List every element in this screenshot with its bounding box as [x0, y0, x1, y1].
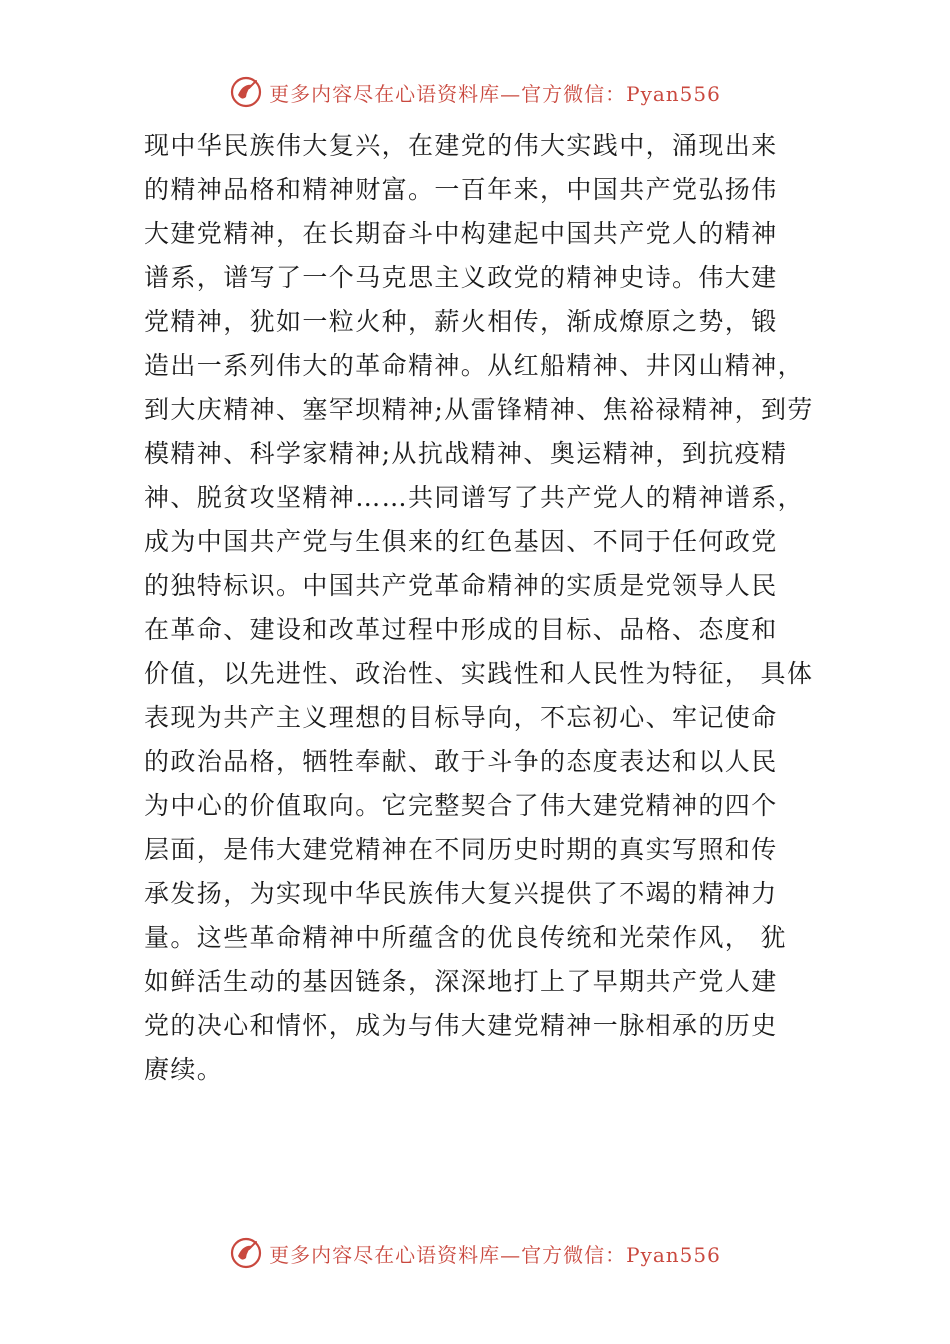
- text-line: 表现为共产主义理想的目标导向，不忘初心、牢记使命: [144, 703, 778, 732]
- text-line: 层面，是伟大建党精神在不同历史时期的真实写照和传: [144, 835, 778, 864]
- text-line: 为中心的价值取向。它完整契合了伟大建党精神的四个: [144, 791, 778, 820]
- text-line: 党精神，犹如一粒火种，薪火相传，渐成燎原之势，锻: [144, 307, 778, 336]
- text-line: 赓续。: [144, 1055, 224, 1084]
- header-banner-text: 更多内容尽在心语资料库—官方微信：Pyan556: [269, 81, 721, 106]
- text-line: 党的决心和情怀，成为与伟大建党精神一脉相承的历史: [144, 1011, 778, 1040]
- text-line: 谱系，谱写了一个马克思主义政党的精神史诗。伟大建: [144, 263, 778, 292]
- footer-banner: [0, 1231, 950, 1275]
- brand-logo-icon: [229, 75, 263, 109]
- text-line: 的政治品格，牺牲奉献、敢于斗争的态度表达和以人民: [144, 747, 778, 776]
- text-line: 承发扬，为实现中华民族伟大复兴提供了不竭的精神力: [144, 879, 778, 908]
- document-body: [144, 124, 820, 1092]
- text-line: 如鲜活生动的基因链条，深深地打上了早期共产党人建: [144, 967, 778, 996]
- text-line: 价值，以先进性、政治性、实践性和人民性为特征， 具体: [144, 659, 814, 688]
- text-line: 量。这些革命精神中所蕴含的优良传统和光荣作风， 犹: [144, 923, 787, 952]
- text-line: 现中华民族伟大复兴，在建党的伟大实践中，涌现出来: [144, 131, 778, 160]
- text-line: 模精神、科学家精神;从抗战精神、奥运精神，到抗疫精: [144, 439, 788, 468]
- text-line: 造出一系列伟大的革命精神。从红船精神、井冈山精神，: [144, 351, 805, 380]
- text-line: 的精神品格和精神财富。一百年来，中国共产党弘扬伟: [144, 175, 778, 204]
- text-line: 神、脱贫攻坚精神……共同谱写了共产党人的精神谱系，: [144, 483, 805, 512]
- text-line: 的独特标识。中国共产党革命精神的实质是党领导人民: [144, 571, 778, 600]
- text-line: 大建党精神，在长期奋斗中构建起中国共产党人的精神: [144, 219, 778, 248]
- text-line: 到大庆精神、塞罕坝精神;从雷锋精神、焦裕禄精神，到劳: [144, 395, 814, 424]
- footer-banner-text: 更多内容尽在心语资料库—官方微信：Pyan556: [269, 1242, 721, 1267]
- brand-logo-icon: [229, 1236, 263, 1270]
- text-line: 成为中国共产党与生俱来的红色基因、不同于任何政党: [144, 527, 778, 556]
- text-line: 在革命、建设和改革过程中形成的目标、品格、态度和: [144, 615, 778, 644]
- header-banner: [0, 70, 950, 114]
